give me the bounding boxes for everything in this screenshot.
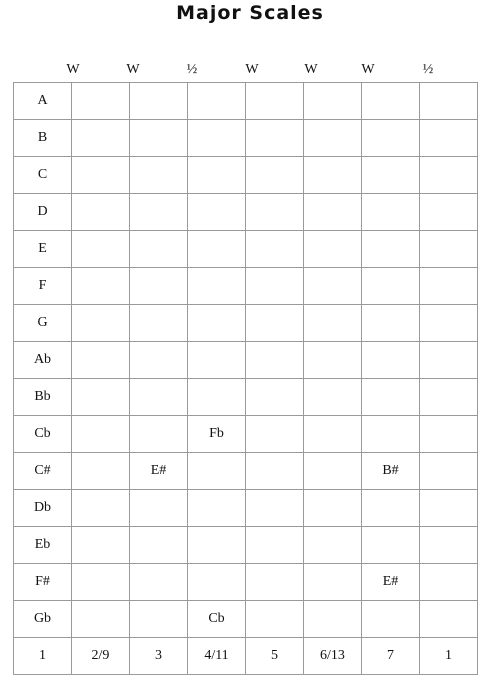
note-cell[interactable]	[362, 490, 420, 527]
note-cell[interactable]	[72, 453, 130, 490]
page-title: Major Scales	[176, 2, 324, 24]
note-cell[interactable]	[130, 527, 188, 564]
key-name-cell: F#	[14, 564, 72, 601]
note-cell[interactable]	[188, 527, 246, 564]
note-cell[interactable]	[246, 120, 304, 157]
note-cell[interactable]	[420, 416, 478, 453]
scale-row	[14, 490, 478, 527]
scale-row	[14, 120, 478, 157]
scale-degree-row	[14, 638, 478, 675]
note-cell[interactable]	[362, 305, 420, 342]
step-label: W	[245, 62, 259, 77]
note-cell[interactable]: B#	[362, 453, 420, 490]
note-cell[interactable]	[130, 305, 188, 342]
note-cell[interactable]	[420, 157, 478, 194]
note-cell[interactable]	[246, 416, 304, 453]
scale-degree-cell: 3	[130, 638, 188, 675]
scale-row	[14, 379, 478, 416]
note-cell[interactable]	[362, 342, 420, 379]
note-cell[interactable]	[72, 342, 130, 379]
note-cell[interactable]	[362, 268, 420, 305]
note-cell[interactable]	[362, 157, 420, 194]
note-cell[interactable]	[72, 379, 130, 416]
note-cell[interactable]	[420, 83, 478, 120]
note-cell[interactable]	[304, 490, 362, 527]
note-cell[interactable]	[362, 527, 420, 564]
key-name-cell: G	[14, 305, 72, 342]
note-cell[interactable]	[362, 120, 420, 157]
note-cell[interactable]	[130, 490, 188, 527]
note-cell[interactable]	[72, 120, 130, 157]
note-cell[interactable]	[246, 564, 304, 601]
note-cell[interactable]	[188, 120, 246, 157]
note-cell[interactable]	[304, 157, 362, 194]
note-cell[interactable]	[188, 564, 246, 601]
key-name-cell: Gb	[14, 601, 72, 638]
note-cell[interactable]: Cb	[188, 601, 246, 638]
note-cell[interactable]	[420, 194, 478, 231]
note-cell[interactable]	[420, 453, 478, 490]
key-name-cell: Db	[14, 490, 72, 527]
key-name-cell: Cb	[14, 416, 72, 453]
note-cell[interactable]	[188, 231, 246, 268]
note-cell[interactable]	[72, 231, 130, 268]
step-label: ½	[422, 62, 434, 77]
note-cell[interactable]	[304, 453, 362, 490]
note-cell[interactable]	[420, 231, 478, 268]
note-cell[interactable]	[246, 305, 304, 342]
note-cell[interactable]	[130, 342, 188, 379]
note-cell[interactable]	[362, 379, 420, 416]
scale-row	[14, 527, 478, 564]
interval-step-row	[0, 62, 500, 80]
note-cell[interactable]	[130, 83, 188, 120]
note-cell[interactable]	[420, 601, 478, 638]
note-cell[interactable]	[130, 120, 188, 157]
note-cell[interactable]	[420, 120, 478, 157]
key-name-cell: C	[14, 157, 72, 194]
note-cell[interactable]	[188, 305, 246, 342]
note-cell[interactable]	[420, 379, 478, 416]
note-cell[interactable]	[72, 305, 130, 342]
note-cell[interactable]	[362, 194, 420, 231]
note-cell[interactable]	[362, 83, 420, 120]
step-label: W	[304, 62, 318, 77]
key-name-cell: F	[14, 268, 72, 305]
note-cell[interactable]	[420, 268, 478, 305]
key-name-cell: D	[14, 194, 72, 231]
scale-row	[14, 342, 478, 379]
scale-row	[14, 601, 478, 638]
note-cell[interactable]	[304, 601, 362, 638]
note-cell[interactable]	[304, 231, 362, 268]
note-cell[interactable]	[304, 268, 362, 305]
note-cell[interactable]	[72, 83, 130, 120]
note-cell[interactable]	[362, 416, 420, 453]
scale-row	[14, 453, 478, 490]
note-cell[interactable]	[304, 305, 362, 342]
scale-degree-cell: 5	[246, 638, 304, 675]
note-cell[interactable]	[304, 379, 362, 416]
note-cell[interactable]	[304, 342, 362, 379]
note-cell[interactable]	[304, 120, 362, 157]
key-name-cell: C#	[14, 453, 72, 490]
note-cell[interactable]	[72, 268, 130, 305]
scale-grid-body	[14, 83, 478, 675]
key-name-cell: B	[14, 120, 72, 157]
step-label: W	[126, 62, 140, 77]
note-cell[interactable]	[420, 527, 478, 564]
note-cell[interactable]	[130, 379, 188, 416]
note-cell[interactable]	[72, 490, 130, 527]
note-cell[interactable]	[130, 416, 188, 453]
key-name-cell: Eb	[14, 527, 72, 564]
step-label: W	[361, 62, 375, 77]
scale-row	[14, 83, 478, 120]
note-cell[interactable]	[362, 231, 420, 268]
scale-grid	[13, 82, 478, 675]
scale-row	[14, 305, 478, 342]
note-cell[interactable]	[246, 342, 304, 379]
note-cell[interactable]	[420, 305, 478, 342]
note-cell[interactable]	[304, 564, 362, 601]
note-cell[interactable]	[362, 601, 420, 638]
note-cell[interactable]	[130, 194, 188, 231]
scale-row	[14, 157, 478, 194]
note-cell[interactable]	[188, 157, 246, 194]
note-cell[interactable]	[130, 231, 188, 268]
key-name-cell: Bb	[14, 379, 72, 416]
scale-degree-cell: 2/9	[72, 638, 130, 675]
note-cell[interactable]	[246, 601, 304, 638]
scale-degree-cell: 1	[420, 638, 478, 675]
scale-row	[14, 268, 478, 305]
note-cell[interactable]	[188, 268, 246, 305]
note-cell[interactable]	[72, 564, 130, 601]
scale-degree-cell: 1	[14, 638, 72, 675]
note-cell[interactable]	[72, 416, 130, 453]
note-cell[interactable]	[188, 83, 246, 120]
note-cell[interactable]	[246, 527, 304, 564]
step-label: ½	[186, 62, 198, 77]
key-name-cell: Ab	[14, 342, 72, 379]
note-cell[interactable]	[188, 490, 246, 527]
scale-row	[14, 564, 478, 601]
note-cell[interactable]	[246, 379, 304, 416]
note-cell[interactable]	[188, 194, 246, 231]
scale-degree-cell: 4/11	[188, 638, 246, 675]
note-cell[interactable]	[420, 564, 478, 601]
note-cell[interactable]	[72, 601, 130, 638]
note-cell[interactable]	[246, 490, 304, 527]
scale-degree-cell: 7	[362, 638, 420, 675]
note-cell[interactable]	[246, 83, 304, 120]
note-cell[interactable]	[188, 379, 246, 416]
note-cell[interactable]	[188, 453, 246, 490]
note-cell[interactable]	[304, 527, 362, 564]
note-cell[interactable]: E#	[362, 564, 420, 601]
note-cell[interactable]	[304, 416, 362, 453]
note-cell[interactable]	[188, 342, 246, 379]
note-cell[interactable]	[72, 194, 130, 231]
note-cell[interactable]	[130, 268, 188, 305]
key-name-cell: A	[14, 83, 72, 120]
note-cell[interactable]	[130, 157, 188, 194]
note-cell[interactable]	[246, 453, 304, 490]
step-label: W	[66, 62, 80, 77]
note-cell[interactable]	[304, 83, 362, 120]
note-cell[interactable]: E#	[130, 453, 188, 490]
scale-degree-cell: 6/13	[304, 638, 362, 675]
note-cell[interactable]	[72, 157, 130, 194]
note-cell[interactable]	[246, 231, 304, 268]
note-cell[interactable]	[72, 527, 130, 564]
note-cell[interactable]	[130, 564, 188, 601]
note-cell[interactable]	[420, 342, 478, 379]
scale-row	[14, 194, 478, 231]
note-cell[interactable]: Fb	[188, 416, 246, 453]
note-cell[interactable]	[130, 601, 188, 638]
note-cell[interactable]	[246, 194, 304, 231]
scale-row	[14, 416, 478, 453]
key-name-cell: E	[14, 231, 72, 268]
note-cell[interactable]	[420, 490, 478, 527]
scale-row	[14, 231, 478, 268]
note-cell[interactable]	[246, 157, 304, 194]
note-cell[interactable]	[304, 194, 362, 231]
note-cell[interactable]	[246, 268, 304, 305]
